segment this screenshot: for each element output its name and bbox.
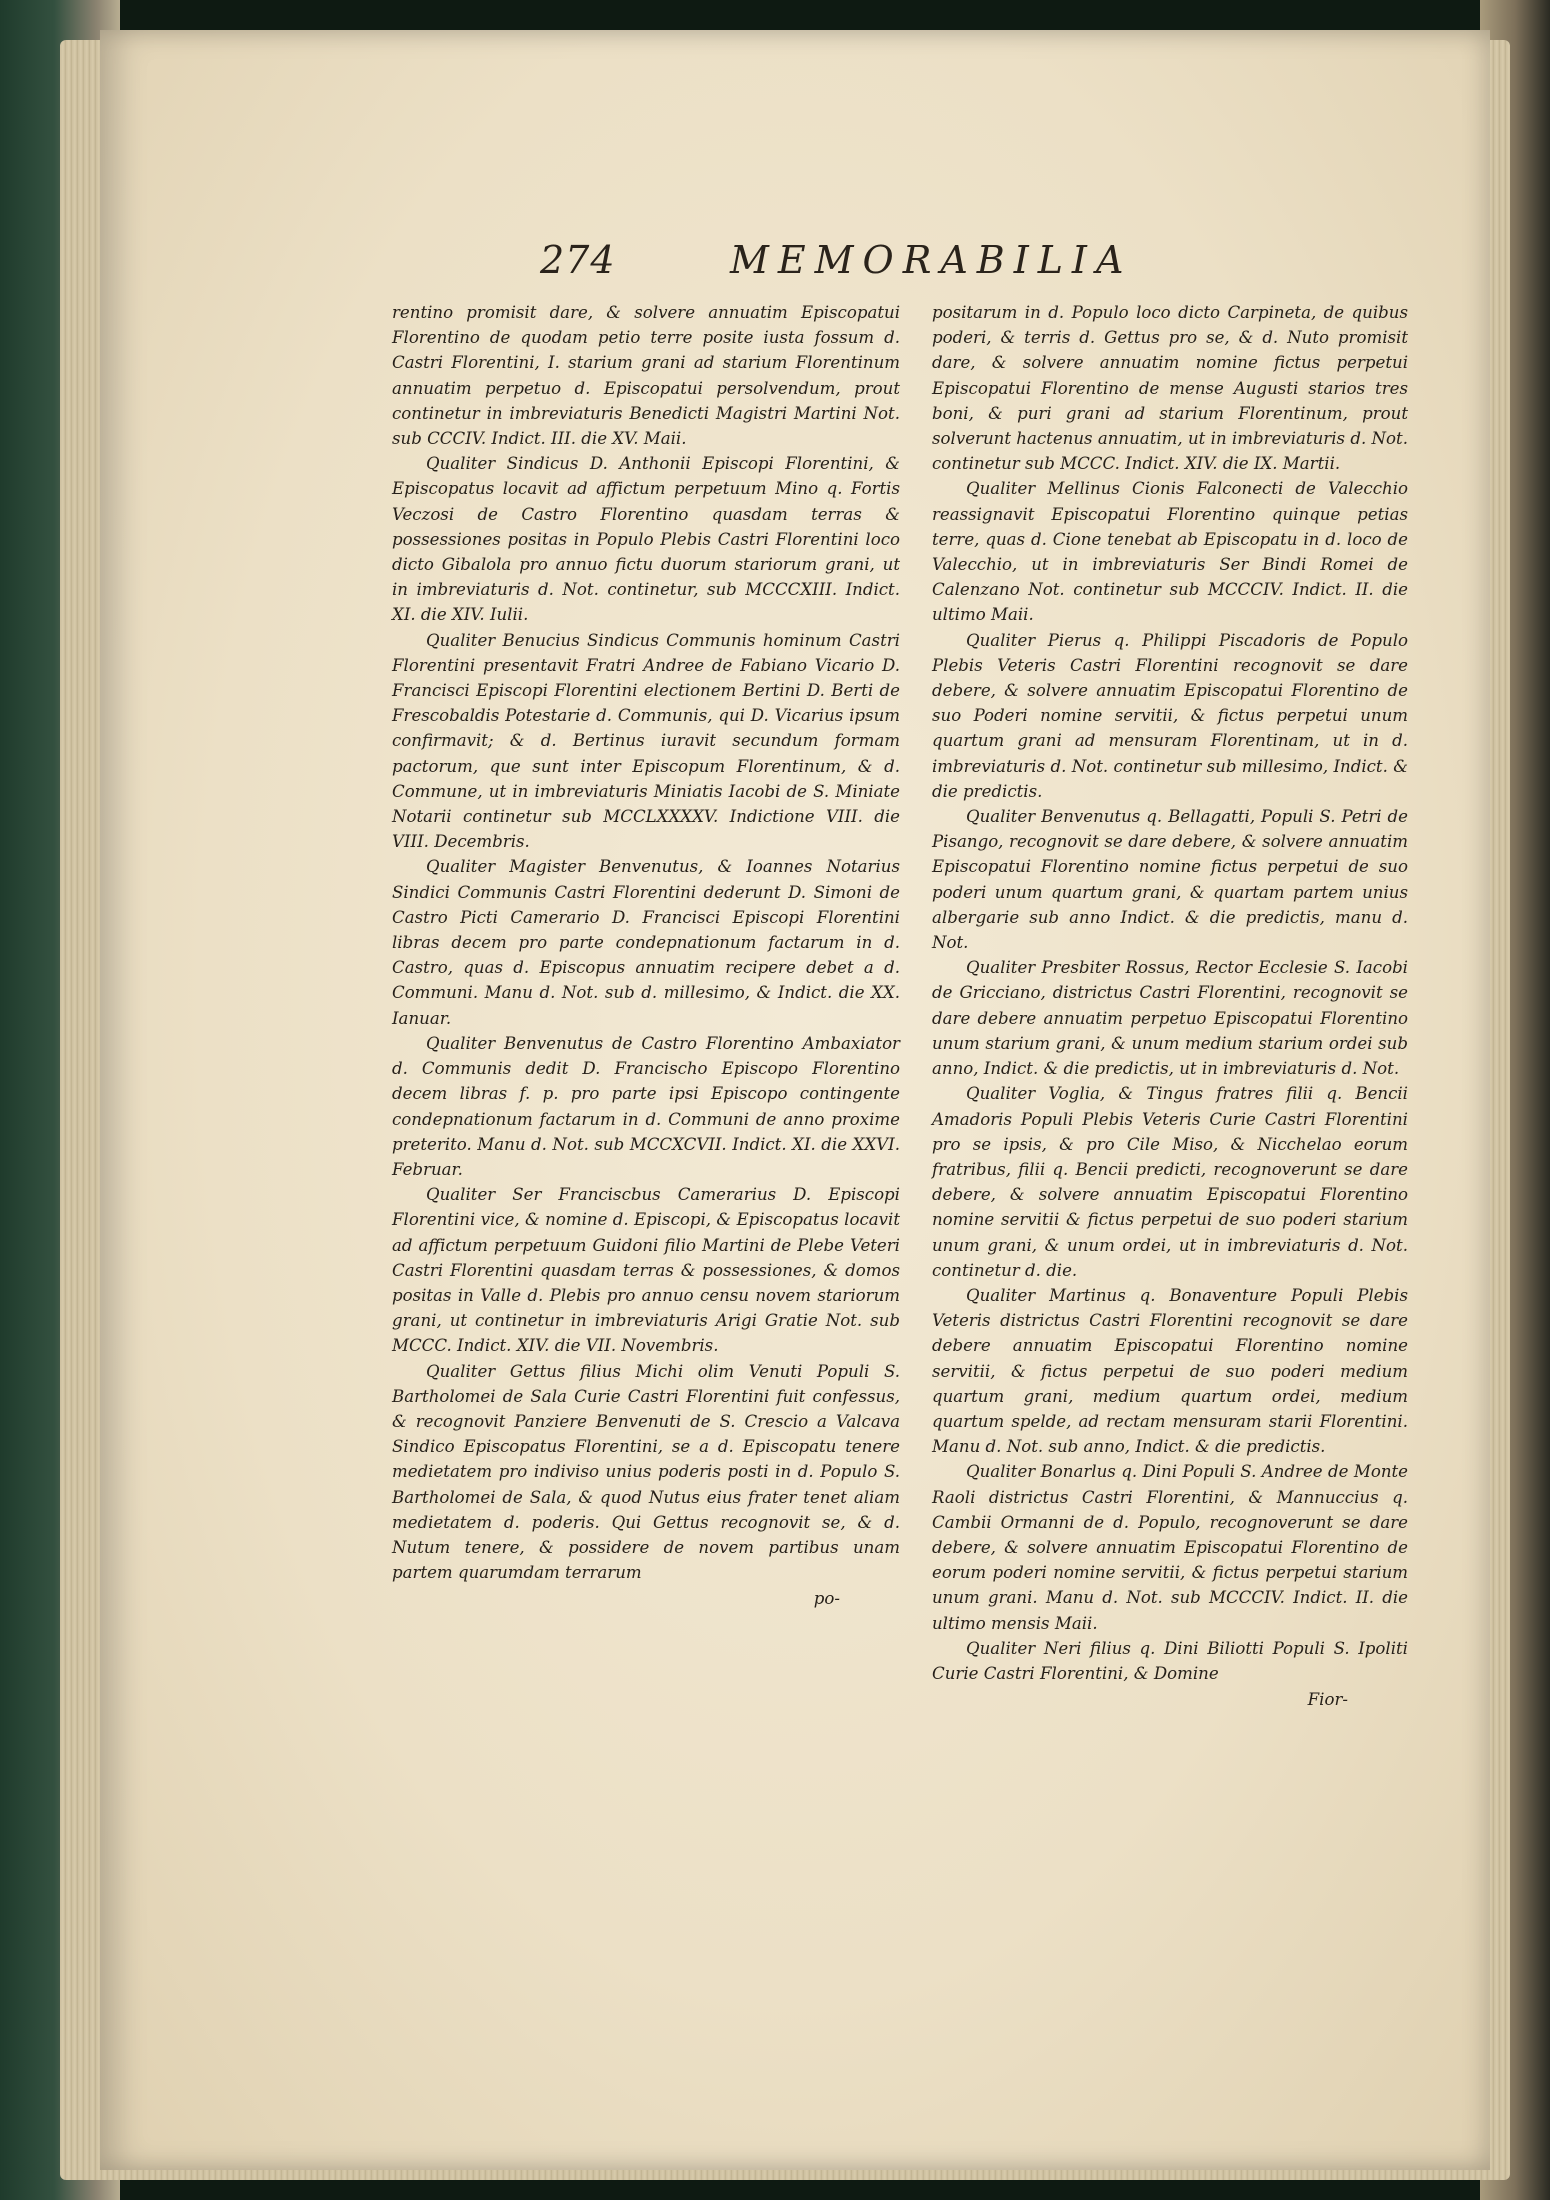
left-paragraph-2: Qualiter Sindicus D. Anthonii Episcopi Florentini, & Episcopatus locavit ad affictum perpetuum Mino q. Fortis Veczosi de Castro Florentino quasdam terras & possessiones positas in Populo Plebis Castri Florentini loco dicto Gibalola pro annuo fictu duorum stariorum grani, ut in imbreviaturis d. Not. continetur, sub MCCCXIII. Indict. XI. die XIV. Iulii. <box>392 454 900 625</box>
right-paragraph-7: Qualiter Martinus q. Bonaventure Populi Plebis Veteris districtus Castri Florentini recognovit se dare debere annuatim Episcopatui Florentino nomine servitii, & fictus perpetui de suo poderi medium quartum grani, medium quartum ordei, medium quartum spelde, ad rectam mensuram starii Florentini. Manu d. Not. sub anno, Indict. & die predictis. <box>932 1285 1408 1457</box>
left-paragraph-1: rentino promisit dare, & solvere annuatim Episcopatui Florentino de quodam petio terre posite iusta fossum d. Castri Florentini, I. starium grani ad starium Florentinum annuatim perpetuo d. Episcopatui persolvendum, prout continetur in imbreviaturis Benedicti Magistri Martini Not. sub CCCIV. Indict. III. die XV. Maii. <box>392 303 900 449</box>
right-paragraph-1: positarum in d. Populo loco dicto Carpineta, de quibus poderi, & terris d. Gettus pro se, & d. Nuto promisit dare, & solvere annuatim nomine fictus perpetui Episcopatui Florentino de mense Augusti starios tres boni, & puri grani ad starium Florentinum, prout solverunt hactenus annuatim, ut in imbreviaturis d. Not. continetur sub MCCC. Indict. XIV. die IX. Martii. <box>932 303 1408 474</box>
left-paragraph-5: Qualiter Benvenutus de Castro Florentino Ambaxiator d. Communis dedit D. Francischo Episcopo Florentino decem libras f. p. pro parte ipsi Episcopo contingente condepnationum factarum in d. Communi de anno proxime preterito. Manu d. Not. sub MCCXCVII. Indict. XI. die XXVI. Februar. <box>392 1033 900 1179</box>
right-paragraph-2: Qualiter Mellinus Cionis Falconecti de Valecchio reassignavit Episcopatui Florentino quinque petias terre, quas d. Cione tenebat ab Episcopatu in d. loco de Valecchio, ut in imbreviaturis Ser Bindi Romei de Calenzano Not. continetur sub MCCCIV. Indict. II. die ultimo Maii. <box>932 479 1408 625</box>
left-column-tail <box>392 1359 900 1612</box>
left-paragraph-4: Qualiter Magister Benvenutus, & Ioannes Notarius Sindici Communis Castri Florentini dederunt D. Simoni de Castro Picti Camerario D. Francisci Episcopi Florentini libras decem pro parte condepnationum factarum in d. Castro, quas d. Episcopus annuatim recipere debet a d. Communi. Manu d. Not. sub d. millesimo, & Indict. die XX. Ianuar. <box>392 857 900 1028</box>
right-paragraph-8: Qualiter Bonarlus q. Dini Populi S. Andree de Monte Raoli districtus Castri Florentini, & Mannuccius q. Cambii Ormanni de d. Populo, recognoverunt se dare debere, & solvere annuatim Episcopatui Florentino de eorum poderi nomine servitii, & fictus perpetui starium unum grani. Manu d. Not. sub MCCCIV. Indict. II. die ultimo mensis Maii. <box>932 1462 1408 1633</box>
left-paragraph-7: Qualiter Gettus filius Michi olim Venuti Populi S. Bartholomei de Sala Curie Castri Florentini fuit confessus, & recognovit Panziere Benvenuti de S. Crescio a Valcava Sindico Episcopatus Florentini, se a d. Episcopatu tenere medietatem pro indiviso unius poderis posti in d. Populo S. Bartholomei de Sala, & quod Nutus eius frater tenet aliam medietatem d. poderis. Qui Gettus recognovit se, & d. Nutum tenere, & possidere de novem partibus unam partem quarumdam terrarum <box>392 1361 900 1583</box>
page-number: 274 <box>540 238 616 282</box>
right-column <box>932 300 1408 1712</box>
right-paragraph-5: Qualiter Presbiter Rossus, Rector Ecclesie S. Iacobi de Gricciano, districtus Castri Florentini, recognovit se dare debere annuatim perpetuo Episcopatui Florentino unum starium grani, & unum medium starium ordei sub anno, Indict. & die predictis, ut in imbreviaturis d. Not. <box>932 958 1408 1079</box>
running-head <box>540 238 1300 290</box>
running-title: MEMORABILIA <box>730 238 1133 282</box>
right-catchword: Fior- <box>1307 1689 1348 1709</box>
right-paragraph-9: Qualiter Neri filius q. Dini Biliotti Populi S. Ipoliti Curie Castri Florentini, & Domine <box>932 1638 1408 1683</box>
left-catchword: po- <box>813 1589 840 1609</box>
left-paragraph-6: Qualiter Ser Franciscbus Camerarius D. Episcopi Florentini vice, & nomine d. Episcopi, & Episcopatus locavit ad affictum perpetuum Guidoni filio Martini de Plebe Veteri Castri Florentini quasdam terras & possessiones, & domos positas in Valle d. Plebis pro annuo censu novem stariorum grani, ut continetur in imbreviaturis Arigi Gratie Not. sub MCCC. Indict. XIV. die VII. Novembris. <box>392 1185 900 1356</box>
right-paragraph-3: Qualiter Pierus q. Philippi Piscadoris de Populo Plebis Veteris Castri Florentini recognovit se dare debere, & solvere annuatim Episcopatui Florentino de suo Poderi nomine servitii, & fictus perpetui unum quartum grani ad mensuram Florentinam, ut in d. imbreviaturis d. Not. continetur sub millesimo, Indict. & die predictis. <box>932 630 1408 801</box>
left-paragraph-3: Qualiter Benucius Sindicus Communis hominum Castri Florentini presentavit Fratri Andree de Fabiano Vicario D. Francisci Episcopi Florentini electionem Bertini D. Berti de Frescobaldis Potestarie d. Communis, qui D. Vicarius ipsum confirmavit; & d. Bertinus iuravit secundum formam pactorum, que sunt inter Episcopum Florentinum, & d. Commune, ut in imbreviaturis Miniatis Iacobi de S. Miniate Notarii continetur sub MCCLXXXXV. Indictione VIII. die VIII. Decembris. <box>392 630 900 852</box>
right-paragraph-6: Qualiter Voglia, & Tingus fratres filii q. Bencii Amadoris Populi Plebis Veteris Curie Castri Florentini pro se ipsis, & pro Cile Miso, & Nicchelao eorum fratribus, filii q. Bencii predicti, recognoverunt se dare debere, & solvere annuatim Episcopatui Florentino nomine servitii & fictus perpetui de suo poderi starium unum grani, & unum ordei, ut in imbreviaturis d. Not. continetur d. die. <box>932 1084 1408 1280</box>
left-column <box>392 300 900 1611</box>
right-column-tail <box>932 1636 1408 1712</box>
right-paragraph-4: Qualiter Benvenutus q. Bellagatti, Populi S. Petri de Pisango, recognovit se dare debere, & solvere annuatim Episcopatui Florentino nomine fictus perpetui de suo poderi unum quartum grani, & quartam partem unius albergarie sub anno Indict. & die predictis, manu d. Not. <box>932 807 1408 953</box>
